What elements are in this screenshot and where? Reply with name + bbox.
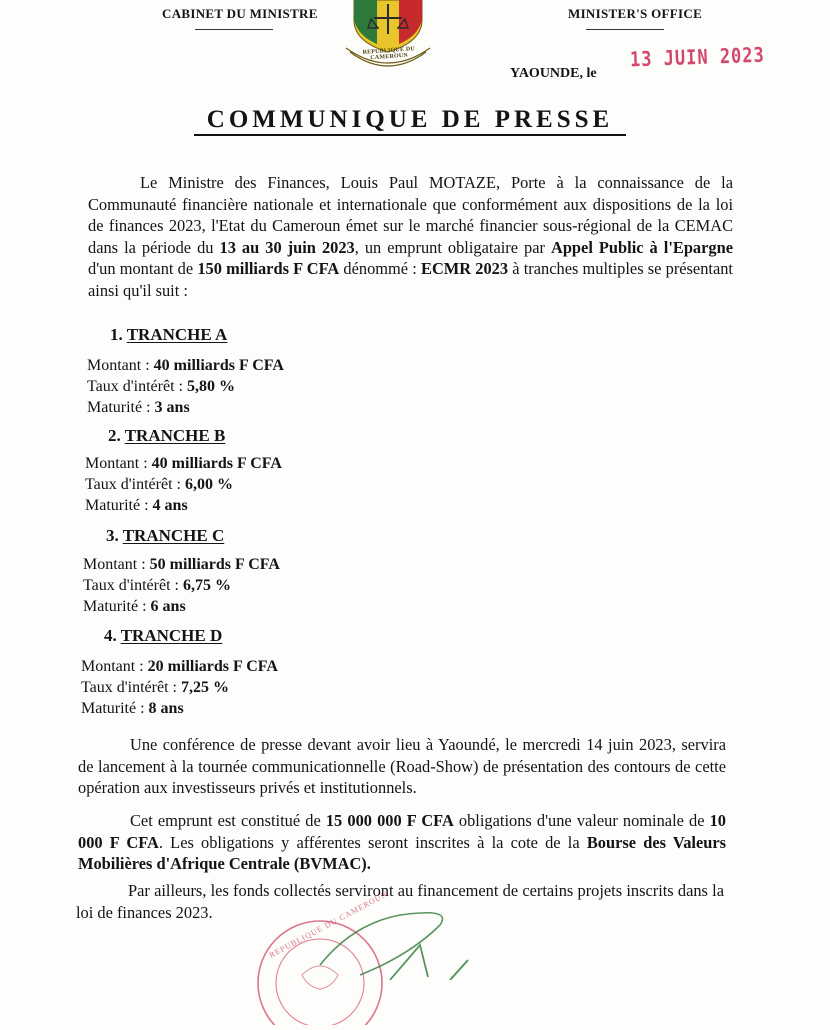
intro-text-2: , un emprunt obligataire par [354, 237, 551, 257]
tranche-c-heading [106, 526, 224, 546]
nominal-value: 10 000 F CFA [78, 811, 726, 852]
rate-label: Taux d'intérêt : [81, 679, 181, 696]
tranche-d-rate [81, 677, 229, 698]
tranche-number: 2. [108, 426, 121, 445]
conference-paragraph: Une conférence de presse devant avoir lieu à Yaoundé, le mercredi 14 juin 2023, servira de lancement à la tournée communicationnelle (Road-Show) de présentation des contours de cette opération aux investisseurs privés et institutionnels. [78, 735, 726, 797]
bond-text-2: obligations d'une valeur nominale de [453, 811, 710, 830]
tranche-c-amount [83, 554, 280, 575]
rate-label: Taux d'intérêt : [83, 577, 183, 594]
tranche-c-rate [83, 575, 231, 596]
tranche-c-maturity [83, 596, 186, 617]
amount-label: Montant : [87, 357, 154, 374]
emblem-motto: REPUBLIQUE DU CAMEROUN [362, 46, 416, 62]
intro-text-4: dénommé : [339, 259, 422, 278]
right-office-title: MINISTER'S OFFICE [568, 6, 703, 21]
bond-details-paragraph [78, 810, 726, 875]
maturity-value: 3 ans [154, 399, 190, 416]
place-line: YAOUNDE, le [510, 66, 597, 81]
tranche-a-amount [87, 355, 284, 376]
maturity-value: 8 ans [148, 700, 184, 717]
left-office-divider [195, 29, 273, 30]
tranche-b-maturity [85, 495, 188, 516]
maturity-label: Maturité : [87, 399, 155, 416]
intro-text-5: à tranches multiples se présentant ainsi qu'il suit : [88, 259, 733, 300]
tranche-b-amount [85, 453, 282, 474]
title-underline [194, 134, 626, 136]
maturity-value: 4 ans [152, 497, 188, 514]
amount-label: Montant : [85, 455, 152, 472]
amount-value: 40 milliards F CFA [153, 357, 284, 374]
tranche-number: 1. [110, 325, 123, 344]
tranche-b-rate [85, 474, 233, 495]
exchange-name: Bourse des Valeurs Mobilières d'Afrique Centrale (BVMAC). [78, 832, 727, 873]
tranche-b-heading [108, 426, 225, 446]
maturity-label: Maturité : [83, 598, 151, 615]
tranche-d-heading [104, 626, 222, 646]
left-office-title: CABINET DU MINISTRE [162, 6, 318, 21]
maturity-label: Maturité : [81, 700, 149, 717]
amount-value: 50 milliards F CFA [149, 556, 280, 573]
bond-text-3: . Les obligations y afférentes seront inscrites à la cote de la [158, 832, 587, 852]
tranche-number: 3. [106, 526, 119, 545]
tranche-a-rate [87, 376, 235, 397]
tranche-number: 4. [104, 626, 117, 645]
rate-value: 6,00 % [184, 476, 233, 493]
stamped-date: 13 JUIN 2023 [629, 43, 766, 73]
intro-text-1: Le Ministre des Finances, Louis Paul MOTAZE, Porte à la connaissance de la Communauté financière nationale et internationale que conformément aux dispositions de la loi de finances 2023, l'Etat du Cameroun émet sur le marché financier sous-régional de la CEMAC dans la période du [88, 173, 733, 257]
document-title: COMMUNIQUE DE PRESSE [206, 106, 614, 133]
issue-period: 13 au 30 juin 2023 [219, 237, 355, 257]
tranche-name: TRANCHE D [120, 626, 223, 645]
bond-name: ECMR 2023 [421, 259, 509, 278]
right-office-divider [586, 29, 664, 30]
tranche-name: TRANCHE A [126, 325, 228, 344]
seal-text: REPUBLIQUE DU CAMEROUN [267, 889, 390, 960]
rate-value: 6,75 % [182, 577, 231, 594]
tranche-a-heading [110, 325, 227, 345]
total-amount: 150 milliards F CFA [197, 259, 340, 278]
rate-label: Taux d'intérêt : [87, 378, 187, 395]
rate-label: Taux d'intérêt : [85, 476, 185, 493]
maturity-label: Maturité : [85, 497, 153, 514]
intro-text-3: d'un montant de [88, 259, 198, 278]
amount-value: 20 milliards F CFA [147, 658, 278, 675]
amount-label: Montant : [83, 556, 150, 573]
rate-value: 7,25 % [180, 679, 229, 696]
tranche-d-maturity [81, 698, 184, 719]
intro-paragraph [88, 172, 733, 301]
amount-value: 40 milliards F CFA [151, 455, 282, 472]
amount-label: Montant : [81, 658, 148, 675]
funds-paragraph: Par ailleurs, les fonds collectés serviront au financement de certains projets inscrits dans la loi de finances 2023. [76, 881, 724, 922]
signature [300, 905, 480, 980]
rate-value: 5,80 % [186, 378, 235, 395]
tranche-d-amount [81, 656, 278, 677]
public-offering: Appel Public à l'Epargne [550, 237, 733, 257]
tranche-a-maturity [87, 397, 190, 418]
bond-text-1: Cet emprunt est constitué de [130, 811, 326, 830]
tranche-name: TRANCHE C [122, 526, 225, 545]
tranche-name: TRANCHE B [124, 426, 226, 445]
maturity-value: 6 ans [150, 598, 186, 615]
bond-count: 15 000 000 F CFA [325, 811, 454, 830]
